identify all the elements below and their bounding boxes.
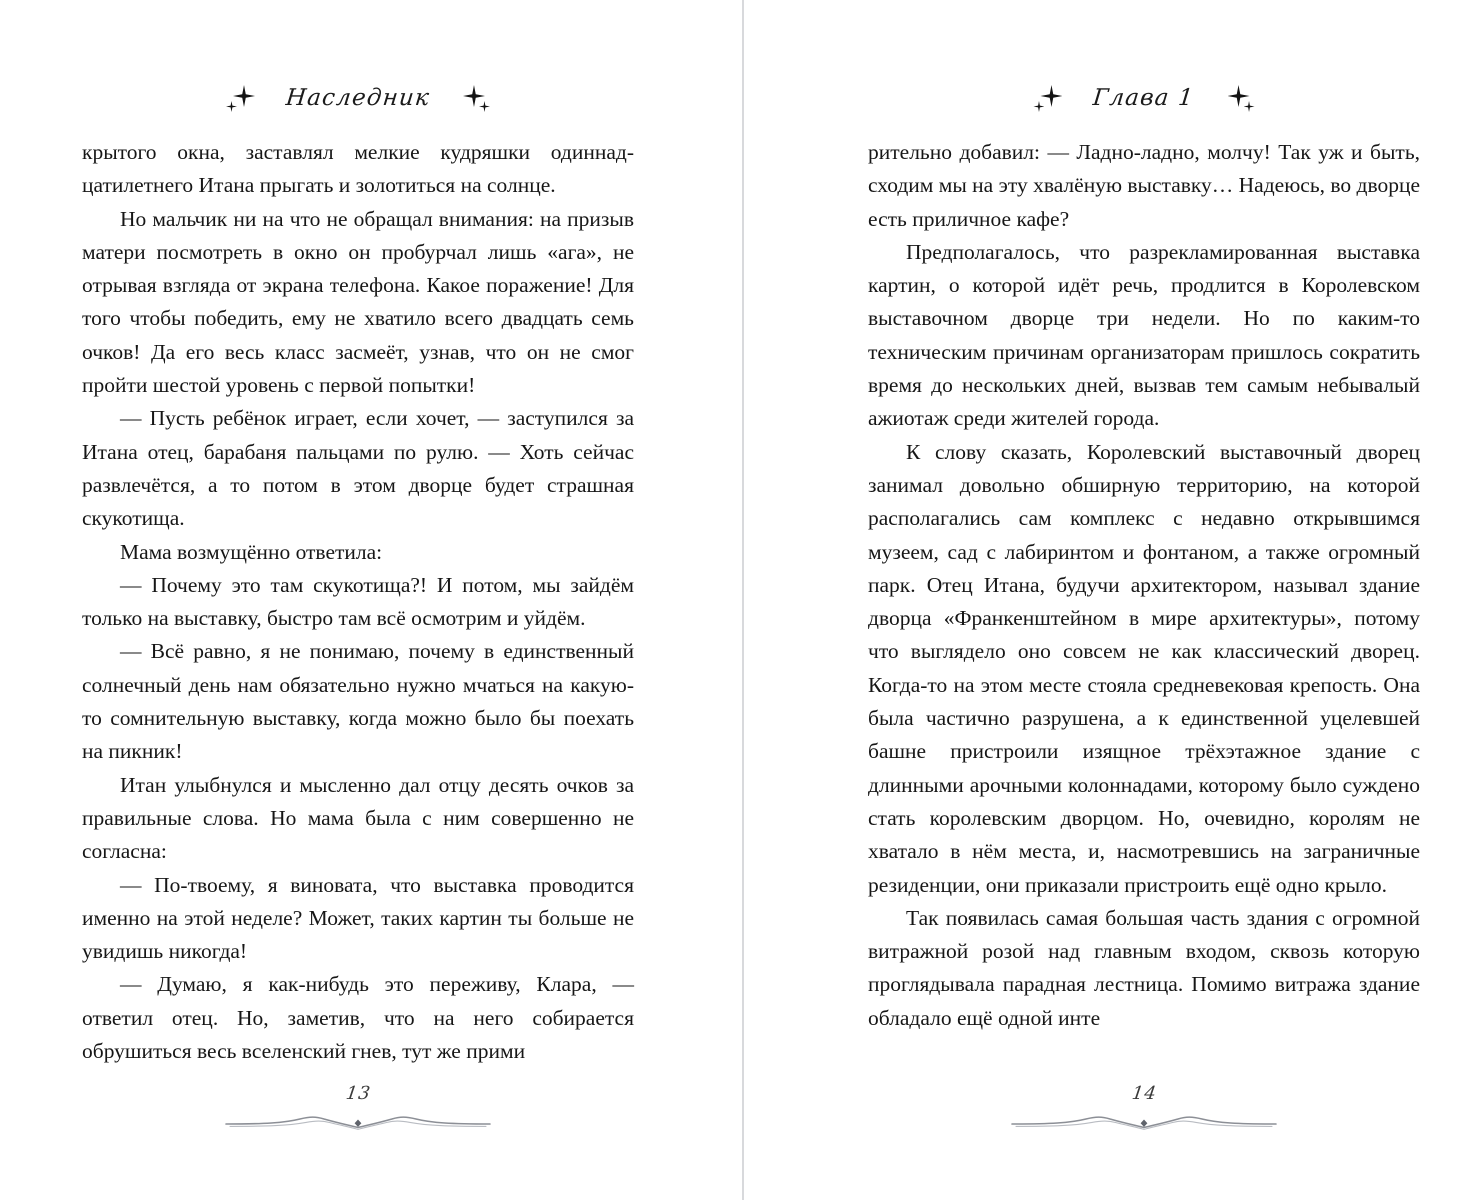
right-page-footer	[868, 1083, 1420, 1132]
paragraph: Мама возмущённо ответила:	[120, 539, 383, 564]
running-head-chapter: Глава 1	[1092, 85, 1196, 111]
page-number: 14	[1130, 1083, 1158, 1104]
ornamental-divider-icon	[1010, 1110, 1278, 1132]
sparkle-icon	[1221, 81, 1255, 115]
paragraph: — Всё равно, я не понимаю, почему в единственный солнечный день нам обязательно нужно мчаться на какую-то сомнительную выставку, когда можно было бы поехать на пикник!	[82, 639, 634, 764]
paragraph: Но мальчик ни на что не обращал внимания: на призыв матери посмотреть в окно он пробурчал лишь «ага», не отрывая взгляда от экрана телефона. Какое поражение! Для того чтобы победить, ему не хватило всего двадцать семь очков! Да его весь класс засмеёт, узнав, что он не смог пройти шестой уровень с первой попытки!	[82, 206, 634, 398]
page-number: 13	[344, 1083, 372, 1104]
running-head-title: Наследник	[284, 85, 432, 111]
ornamental-divider-icon	[224, 1110, 492, 1132]
paragraph: рительно добавил: — Ладно-ладно, молчу! Так уж и быть, сходим мы на эту хвалёную выставку… Надеюсь, во дворце есть приличное кафе?	[868, 140, 1420, 231]
right-page	[742, 0, 1484, 1200]
paragraph: — Пусть ребёнок играет, если хочет, — заступился за Итана отец, барабаня пальцами по рулю. — Хоть сейчас развлечётся, а то потом в этом дворце будет страшная скукотища.	[82, 406, 634, 531]
paragraph: крытого окна, заставлял мелкие кудряшки одиннадцатилетнего Итана прыгать и золотиться на солнце.	[82, 140, 634, 198]
sparkle-icon	[456, 81, 490, 115]
paragraph: — Думаю, я как-нибудь это переживу, Клара, — ответил отец. Но, заметив, что на него собирается обрушиться весь вселенский гнев, тут же прими	[82, 972, 634, 1064]
sparkle-icon	[226, 81, 260, 115]
paragraph: — Почему это там скукотища?! И потом, мы зайдём только на выставку, быстро там всё осмотрим и уйдём.	[82, 572, 634, 631]
left-page-running-head	[82, 72, 634, 124]
paragraph: К слову сказать, Королевский выставочный дворец занимал довольно обширную территорию, на которой располагались сам комплекс с недавно открывшимся музеем, сад с лабиринтом и фонтаном, а также огромный парк. Отец Итана, будучи архитектором, называл здание дворца «Франкенштейном в мире архитектуры», потому что выглядело оно совсем не как классический дворец. Когда-то на этом месте стояла средневековая крепость. Она была частично разрушена, а к единственной уцелевшей башне пристроили изящное трёхэтажное здание с длинными арочными колоннадами, которому было суждено стать королевским дворцом. Но, очевидно, королям не хватало в нём места, и, насмотревшись на заграничные резиденции, они приказали пристроить ещё одно крыло.	[868, 439, 1420, 897]
left-page-text-column	[82, 136, 634, 1068]
paragraph: Итан улыбнулся и мысленно дал отцу десять очков за правильные слова. Но мама была с ним совершенно не согласна:	[82, 772, 634, 864]
right-page-text-column	[868, 136, 1420, 1035]
paragraph: Предполагалось, что разрекламированная выставка картин, о которой идёт речь, продлится в Королевском выставочном дворце три недели. Но по каким-то техническим причинам организаторам пришлось сократить время до нескольких дней, вызвав тем самым небывалый ажиотаж среди жителей города.	[868, 239, 1420, 431]
paragraph: Так появилась самая большая часть здания с огромной витражной розой над главным входом, сквозь которую проглядывала парадная лестница. Помимо витража здание обладало ещё одной инте	[868, 905, 1420, 1030]
right-page-running-head	[868, 72, 1420, 124]
paragraph: — По-твоему, я виновата, что выставка проводится именно на этой неделе? Может, таких картин ты больше не увидишь никогда!	[82, 872, 634, 964]
sparkle-icon	[1033, 81, 1067, 115]
left-page-footer	[82, 1083, 634, 1132]
